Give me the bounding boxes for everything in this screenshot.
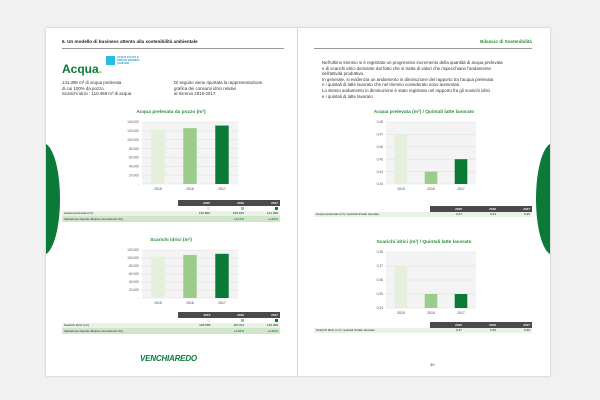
table-cell: 141.396 (246, 211, 280, 217)
paragraph-line: e i quintali di latte lavorato che nel triennio considerato sono aumentati. (322, 82, 461, 88)
table-cell: +2,65% (246, 328, 280, 334)
y-tick-label: 80.000 (128, 264, 139, 269)
y-tick-label: 60.000 (128, 155, 139, 160)
chart-title: Scarichi idrici (m³) / Quintali latte lavorato (376, 240, 472, 245)
y-tick-label: 0,45 (376, 157, 383, 162)
x-tick-label: 2017 (457, 187, 465, 191)
y-tick-label: 120.000 (127, 129, 139, 134)
table-cell (178, 328, 212, 334)
y-tick-label: 0,43 (376, 182, 383, 187)
bar (215, 254, 228, 298)
y-tick-label: 20.000 (128, 288, 139, 293)
paragraph-line: In generale, si evidenzia un andamento in diminuzione del rapporto tra l'acqua prelevata (322, 76, 494, 82)
y-tick-label: 0,44 (376, 169, 383, 174)
intro-line: Scarichi idrici : 110.468 m³ di acqua (62, 91, 132, 97)
table-header-year: 2017 (246, 312, 280, 318)
y-tick-label: 40.000 (128, 280, 139, 285)
y-tick-label: - (137, 182, 139, 187)
report-heading: Bilancio di Sostenibilità (480, 39, 532, 44)
intro-line: grafica dei consumi idrici relativi (174, 85, 236, 91)
bar-chart-scarichi-idrici (46, 28, 298, 328)
table-cell: 0,45 (498, 212, 532, 218)
x-tick-label: 2016 (427, 187, 435, 191)
table-cell: 130.800 (178, 211, 212, 217)
paragraph-line: e i quintali di latte lavorato. (322, 93, 374, 99)
y-tick-label: 0,46 (376, 145, 383, 149)
x-tick-label: 2016 (186, 301, 194, 305)
section-heading: 6. Un modello di business attento alla sostenibilità ambientale (62, 39, 198, 44)
table-cell: 110.468 (246, 323, 280, 329)
table-header-year: 2016 (464, 322, 498, 328)
legend-swatch-2016 (241, 319, 244, 322)
page-title-text: Acqua (62, 62, 99, 76)
table-cell: +4,59% (246, 216, 280, 222)
y-tick-label: 0,36 (376, 278, 383, 283)
table-header-year: 2017 (246, 200, 280, 206)
y-tick-label: 80.000 (128, 146, 139, 151)
table-row-label: Scarichi idrici (m³) (62, 323, 178, 329)
venchiaredo-logo: VENCHIAREDO (140, 354, 197, 363)
table-cell: +3,81% (212, 328, 246, 334)
y-tick-label: 0,38 (376, 250, 383, 255)
y-tick-label: 0,35 (376, 292, 383, 297)
table-row (314, 328, 532, 334)
table-header-year: 2017 (498, 322, 532, 328)
table-header-year: 2015 (178, 200, 212, 206)
table-header-year: 2017 (498, 206, 532, 212)
intro-line: 141.396 m³ di acqua prelevata (62, 80, 122, 85)
table-cell: 107.611 (212, 323, 246, 329)
y-tick-label: 120.000 (127, 248, 139, 253)
table-cell: +3,27% (212, 216, 246, 222)
table-cell: 0,37 (430, 328, 464, 334)
x-tick-label: 2016 (186, 187, 194, 191)
x-tick-label: 2015 (397, 311, 405, 315)
intro-line: Di seguito viene riportata la rappresentazione (174, 80, 263, 85)
table-cell: 0,35 (464, 328, 498, 334)
page-title: Acqua. (62, 62, 103, 76)
x-tick-label: 2016 (427, 311, 435, 315)
table-row (62, 328, 280, 334)
y-tick-label: 0,37 (376, 264, 383, 269)
paragraph-line: Nell'ultimo triennio si è registrato un progressivo incremento della quantità di acqua prelevata (322, 60, 503, 65)
bar (425, 294, 438, 308)
table-row-label: Acqua prelevata (m³) / quintali di latte lavorato (314, 212, 430, 218)
sdg-label: ACQUA PULITA E SERVIZI IGIENICO-SANITARI (117, 56, 141, 65)
bar-chart-scarichi-per-quintale (298, 28, 550, 328)
x-tick-label: 2015 (154, 301, 162, 305)
paragraph-line: e di scarichi idrici derivante dal fatto che si tratta di valori che rispecchiano l'andamento (322, 65, 491, 71)
intro-line: al triennio 2015-2017. (174, 91, 217, 97)
table-header-year: 2016 (464, 206, 498, 212)
y-tick-label: - (137, 296, 139, 301)
table-header-year: 2015 (178, 312, 212, 318)
table-row-label: Acqua prelevata (m³) (62, 211, 178, 217)
table-cell: 0,35 (498, 328, 532, 334)
table-header-year: 2016 (212, 200, 246, 206)
data-table-scarichi-idrici (62, 312, 280, 334)
table-header-year: 2015 (430, 322, 464, 328)
paragraph-line: Lo stesso andamento in diminuzione è stato registrato nel rapporto fra gli scarichi idrici (322, 87, 491, 93)
x-tick-label: 2017 (218, 187, 226, 191)
y-tick-label: 60.000 (128, 272, 139, 277)
page-number: 39 (430, 362, 435, 367)
bar (151, 257, 164, 298)
y-tick-label: 0,34 (376, 306, 383, 311)
table-cell: 135.160 (212, 211, 246, 217)
y-tick-label: 100.000 (127, 137, 139, 142)
table-header-year: 2016 (212, 312, 246, 318)
y-tick-label: 140.000 (127, 120, 139, 125)
table-cell: 103.658 (178, 323, 212, 329)
bar (183, 255, 196, 298)
legend-swatch-2017 (275, 319, 278, 322)
legend-swatch-2015 (207, 319, 210, 322)
table-cell: 0,47 (430, 212, 464, 218)
chart-title: Acqua prelevata (m³) / Quintali latte lavorato (373, 110, 475, 115)
chart-title: Acqua prelevata da pozzo (m³) (136, 110, 206, 115)
y-tick-label: 0,48 (376, 120, 383, 125)
data-table-scarichi-per-quintale (314, 322, 532, 333)
x-tick-label: 2015 (154, 187, 162, 191)
table-row-label: Scarichi idrici (m³) / quintali di latte lavorato (314, 328, 430, 334)
right-page (298, 28, 550, 376)
bar (395, 266, 408, 308)
left-page (46, 28, 298, 376)
x-tick-label: 2017 (457, 311, 465, 315)
intro-line: di cui 100% da pozzo (62, 85, 104, 91)
table-row-label: Variazione rispetto all'anno precedente (%) (62, 328, 178, 334)
y-tick-label: 40.000 (128, 164, 139, 169)
y-tick-label: 20.000 (128, 173, 139, 178)
table-header-year: 2015 (430, 206, 464, 212)
report-spread (46, 28, 550, 376)
paragraph-line: dell'attività produttiva. (322, 71, 365, 77)
y-tick-label: 0,47 (376, 132, 383, 137)
y-tick-label: 100.000 (127, 256, 139, 261)
x-tick-label: 2017 (218, 301, 226, 305)
chart-title: Scarichi idrici (m³) (150, 238, 192, 243)
table-row-label: Variazione rispetto all'anno precedente (%) (62, 216, 178, 222)
table-cell: 0,44 (464, 212, 498, 218)
x-tick-label: 2015 (397, 187, 405, 191)
bar (455, 294, 468, 308)
